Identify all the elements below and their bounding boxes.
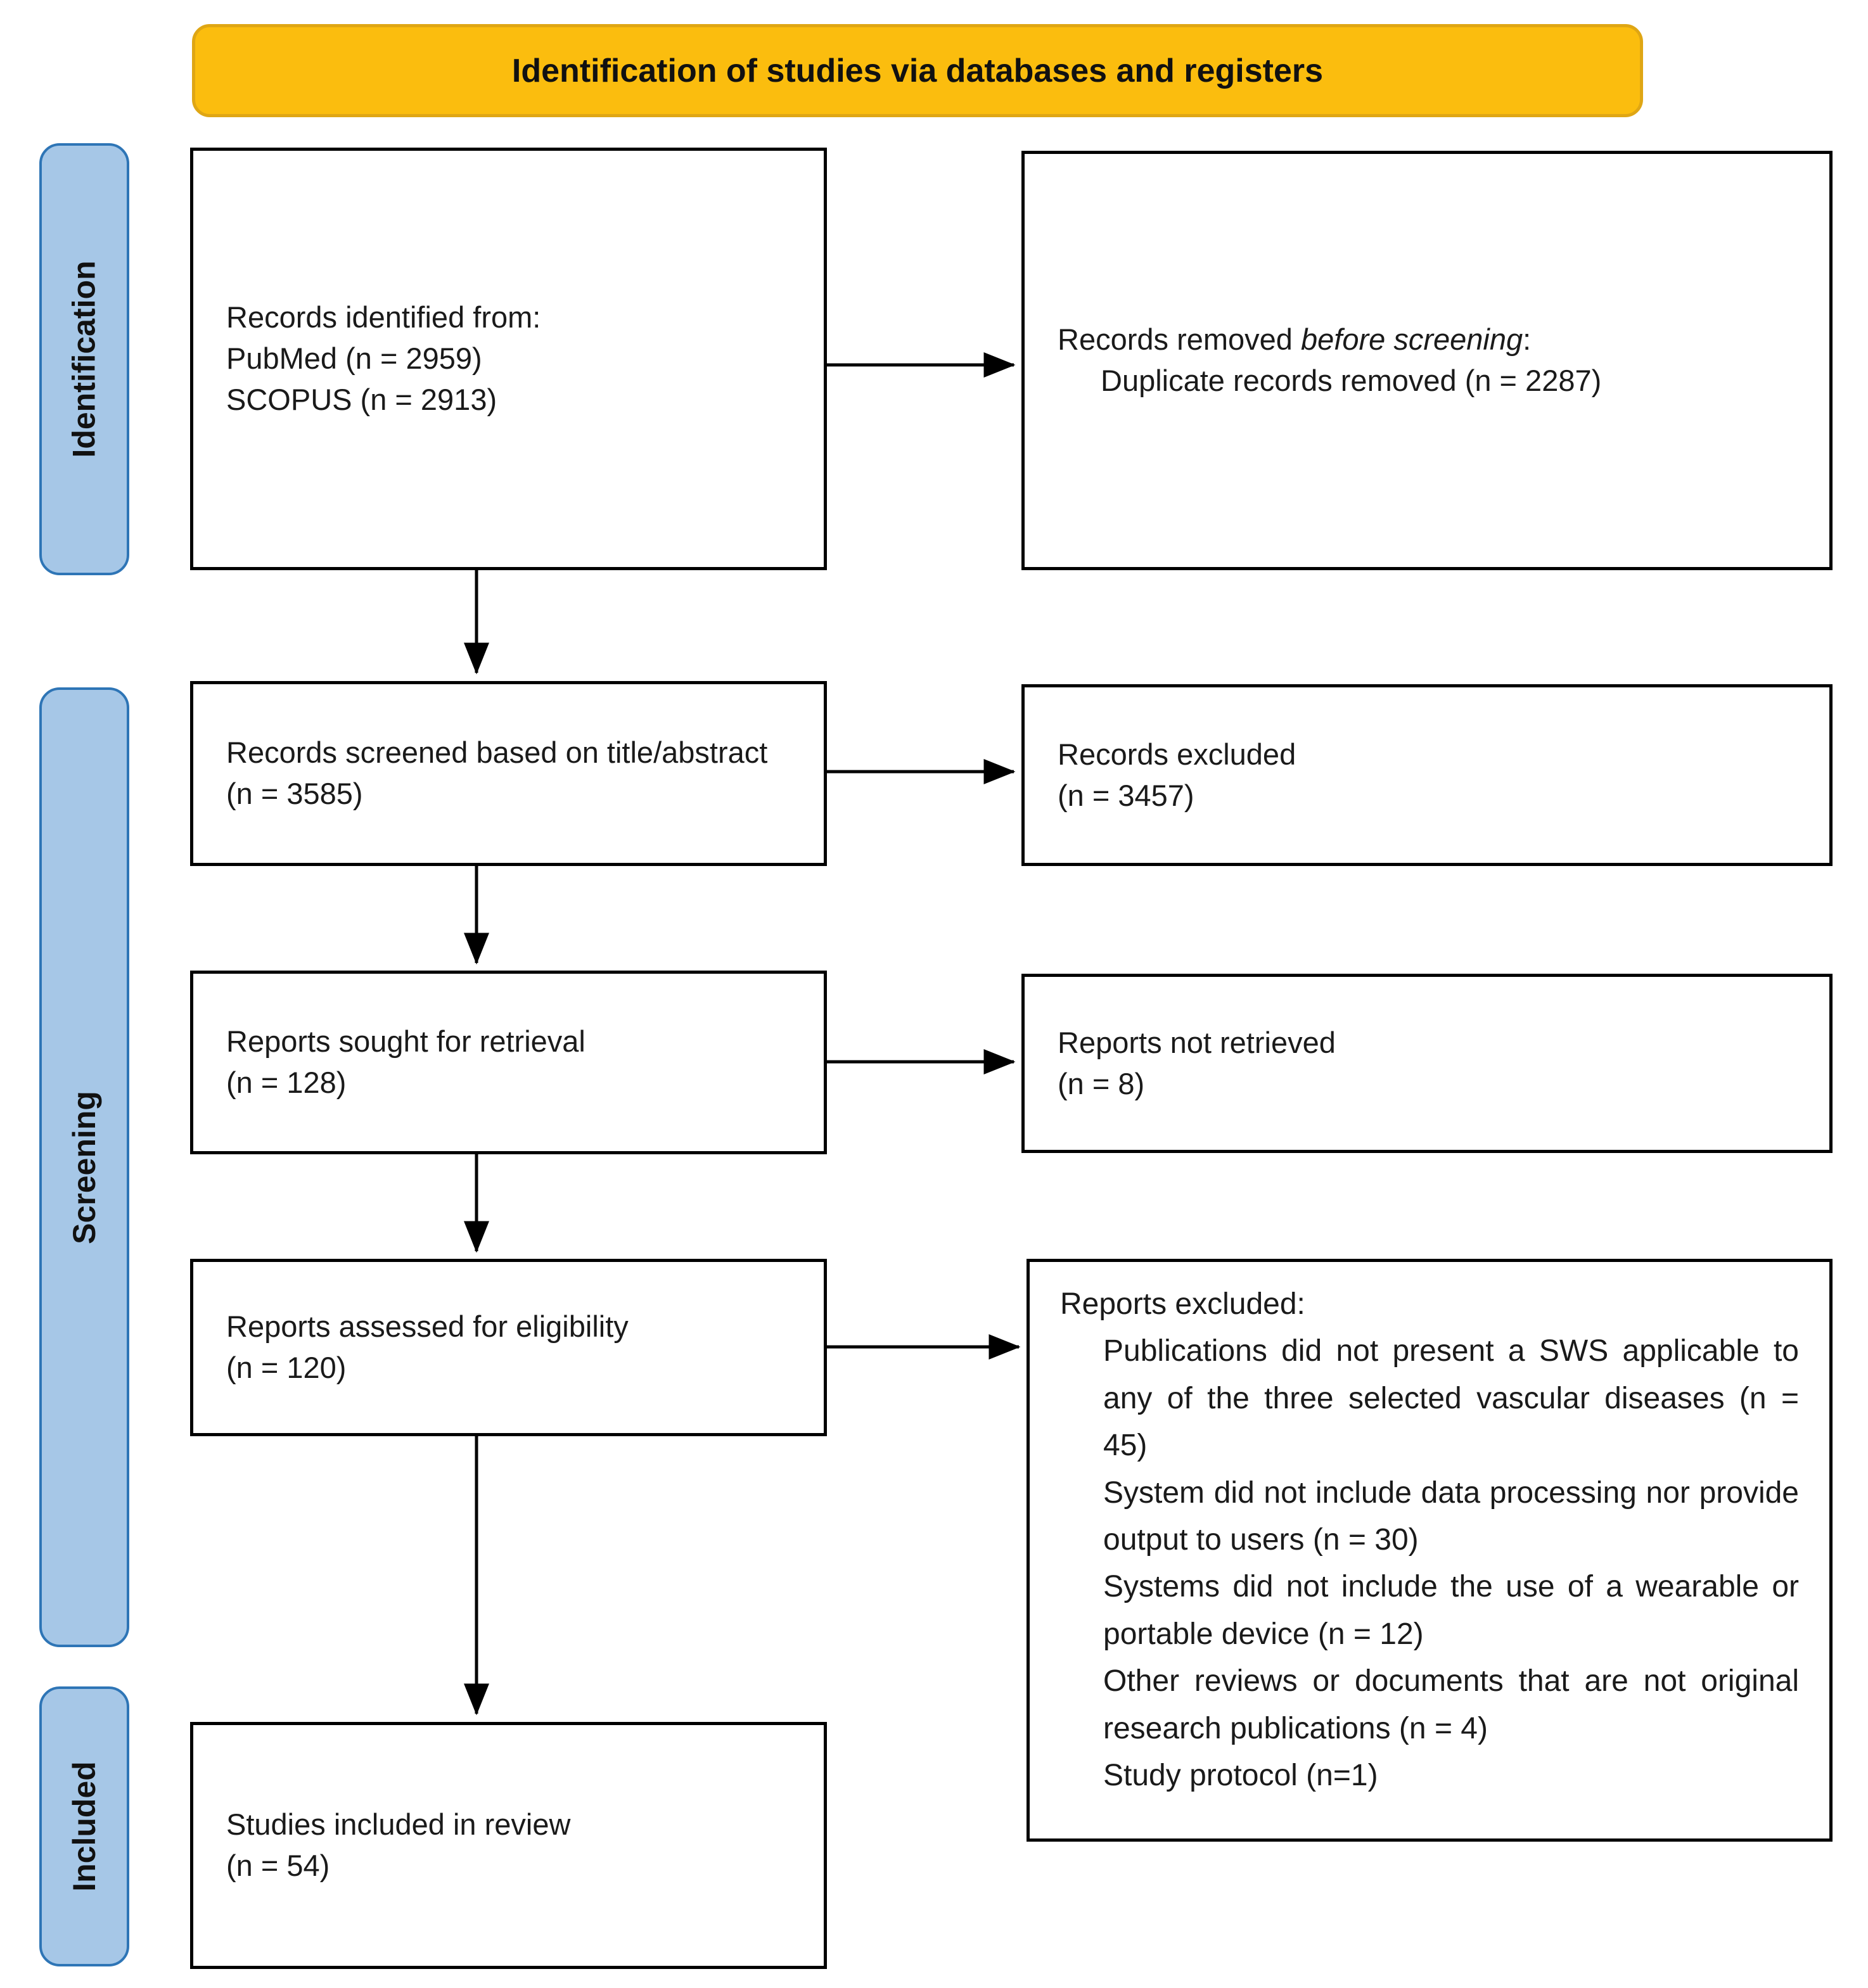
stage-label-screening-text: Screening bbox=[67, 1090, 102, 1244]
stage-label-screening bbox=[39, 687, 129, 1647]
box-line: (n = 128) bbox=[226, 1066, 347, 1099]
box-reports-not-retrieved bbox=[1021, 974, 1833, 1153]
box-line bbox=[1058, 319, 1801, 360]
reports-excluded-header: Reports excluded: bbox=[1060, 1287, 1305, 1321]
box-records-excluded bbox=[1021, 684, 1833, 866]
box-studies-included bbox=[190, 1722, 827, 1969]
box-reports-assessed bbox=[190, 1259, 827, 1436]
box-line: (n = 8) bbox=[1058, 1066, 1145, 1100]
stage-label-included-text: Included bbox=[67, 1761, 103, 1892]
box-records-removed bbox=[1021, 151, 1833, 570]
box-line: Reports sought for retrieval bbox=[226, 1024, 585, 1059]
box-line: Reports assessed for eligibility bbox=[226, 1309, 629, 1344]
box-line: Records screened based on title/abstract bbox=[226, 736, 768, 770]
box-line: (n = 3585) bbox=[226, 777, 363, 810]
reports-excluded-item: System did not include data processing nor provide output to users (n = 30) bbox=[1103, 1475, 1799, 1557]
box-records-screened bbox=[190, 681, 827, 866]
stage-label-identification bbox=[39, 143, 129, 575]
reports-excluded-item: Publications did not present a SWS applicable to any of the three selected vascular diseases (n = 45) bbox=[1103, 1334, 1799, 1463]
diagram-title: Identification of studies via databases and registers bbox=[511, 52, 1324, 89]
box-line: PubMed (n = 2959) bbox=[226, 341, 482, 376]
removed-line-prefix: Records removed bbox=[1058, 322, 1301, 357]
reports-excluded-item: Systems did not include the use of a wearable or portable device (n = 12) bbox=[1103, 1570, 1799, 1651]
box-line: (n = 54) bbox=[226, 1849, 330, 1882]
box-line: Records identified from: bbox=[226, 300, 541, 335]
box-line: Studies included in review bbox=[226, 1807, 571, 1842]
box-reports-excluded bbox=[1027, 1259, 1833, 1842]
box-line: Duplicate records removed (n = 2287) bbox=[1101, 364, 1602, 397]
box-reports-sought bbox=[190, 971, 827, 1154]
box-records-identified bbox=[190, 148, 827, 570]
box-line: Records excluded bbox=[1058, 737, 1296, 771]
diagram-title-banner bbox=[192, 24, 1643, 117]
reports-excluded-item: Other reviews or documents that are not original research publications (n = 4) bbox=[1103, 1664, 1799, 1745]
box-line: (n = 120) bbox=[226, 1351, 347, 1384]
removed-line-suffix: : bbox=[1523, 322, 1532, 357]
stage-label-identification-text: Identification bbox=[67, 260, 103, 458]
removed-line-italic: before screening bbox=[1301, 322, 1523, 357]
reports-excluded-item: Study protocol (n=1) bbox=[1103, 1758, 1378, 1792]
box-line: (n = 3457) bbox=[1058, 778, 1194, 812]
box-line: SCOPUS (n = 2913) bbox=[226, 382, 497, 416]
box-line: Reports not retrieved bbox=[1058, 1025, 1336, 1059]
stage-label-included bbox=[39, 1686, 129, 1966]
